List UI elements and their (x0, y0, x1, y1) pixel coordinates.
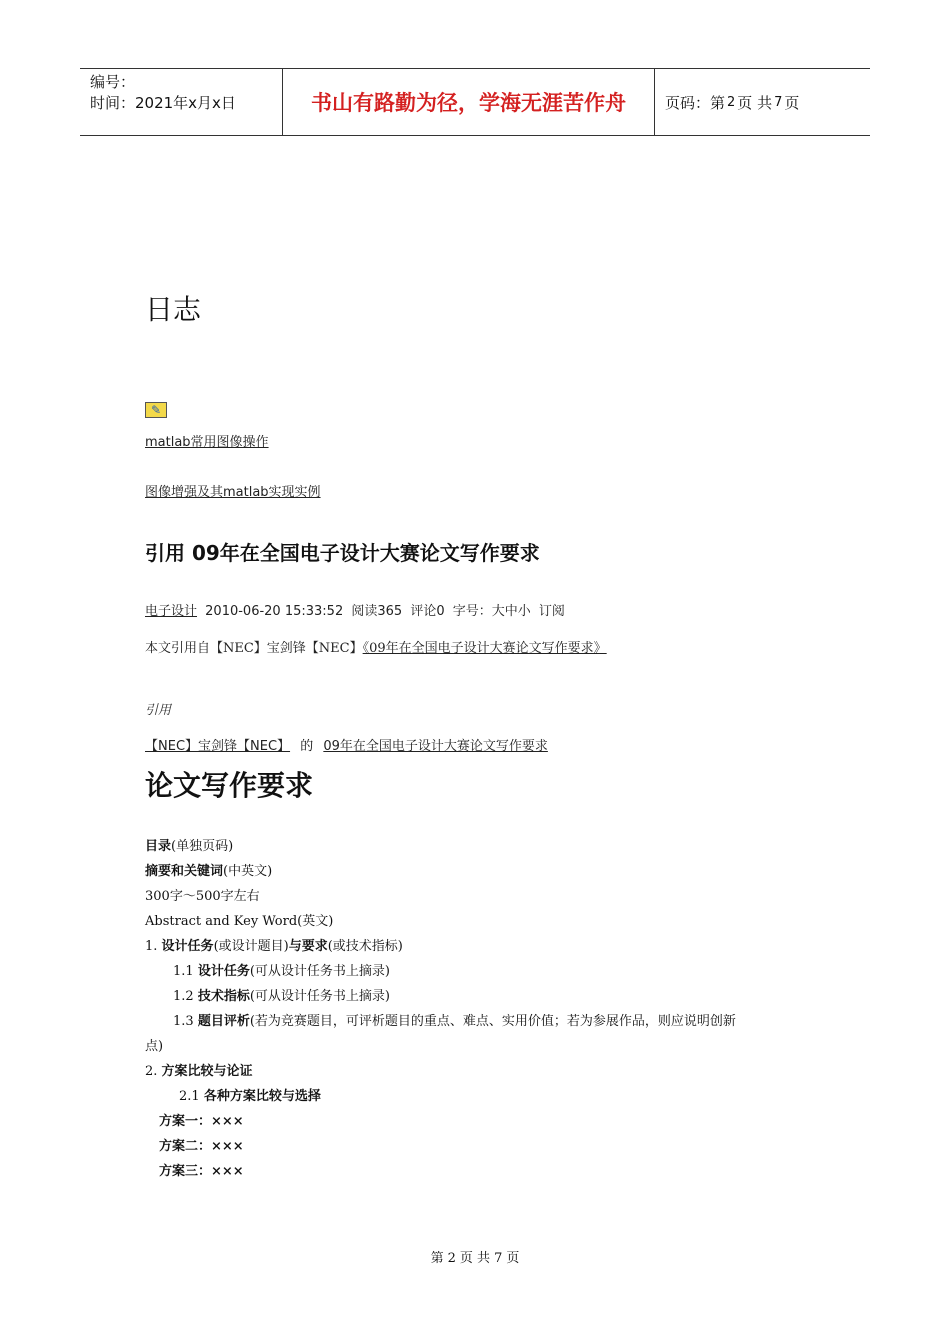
ref-title-link[interactable]: 09年在全国电子设计大赛论文写作要求 (323, 739, 548, 754)
section-title: 日志 (145, 293, 202, 326)
header-motto: 书山有路勤为径，学海无涯苦作舟 (282, 69, 655, 135)
post-title: 引用 09年在全国电子设计大赛论文写作要求 (145, 541, 540, 565)
ref-of: 的 (300, 739, 314, 754)
page-footer (0, 1247, 950, 1266)
header-time-label: 时间：2021年x月x日 (90, 94, 236, 112)
post-meta (145, 600, 569, 619)
outline-prefix: 1.1 (173, 964, 198, 979)
outline-item (145, 934, 815, 959)
outline-prefix: 1.3 (173, 1014, 198, 1029)
outline-bold: 设计任务 (161, 939, 214, 954)
outline-bold: 技术指标 (197, 989, 250, 1004)
outline-item (145, 1109, 815, 1134)
link-matlab-image-ops[interactable]: matlab常用图像操作 (145, 435, 269, 450)
footer-total: 7 (494, 1251, 503, 1266)
main-heading: 论文写作要求 (145, 769, 314, 802)
header-meta (80, 69, 282, 135)
post-subscribe[interactable]: 订阅 (538, 604, 565, 619)
footer-current: 2 (447, 1251, 456, 1266)
post-font-size[interactable]: 字号：大中小 (452, 604, 531, 619)
outline-item (145, 1159, 815, 1184)
outline-text: (单独页码) (171, 839, 234, 854)
outline-bold: 摘要和关键词 (145, 864, 224, 879)
outline-item (145, 1084, 815, 1109)
header-page-prefix: 页码：第 (665, 93, 726, 112)
outline-item (145, 859, 815, 884)
header-page-mid: 页 共 (737, 93, 773, 112)
blog-image-icon: ✎ (145, 402, 167, 418)
outline-prefix: 1.2 (173, 989, 198, 1004)
outline-bold: 方案二：××× (159, 1139, 244, 1154)
link-image-enhance[interactable]: 图像增强及其matlab实现实例 (145, 485, 321, 500)
outline-bold: 方案一：××× (159, 1114, 244, 1129)
ref-author-link[interactable]: 【NEC】宝剑锋【NEC】 (145, 739, 291, 754)
outline-bold: 目录 (145, 839, 172, 854)
outline-list (145, 834, 815, 1184)
outline-item (145, 959, 815, 984)
header-page-info (655, 69, 870, 135)
footer-suffix: 页 (506, 1251, 520, 1266)
post-reads: 阅读365 (351, 604, 403, 619)
header-page-current: 2 (727, 94, 736, 110)
quote-label: 引用 (145, 703, 172, 718)
outline-item (145, 1009, 815, 1059)
post-comments: 评论0 (410, 604, 445, 619)
outline-bold: 题目评析 (197, 1014, 250, 1029)
outline-bold: 各种方案比较与选择 (203, 1089, 321, 1104)
outline-prefix: 2. (145, 1064, 162, 1079)
header-number-label: 编号： (90, 73, 136, 91)
quote-reference (145, 735, 548, 754)
outline-bold: 与要求 (288, 939, 328, 954)
page-header (80, 68, 870, 136)
outline-text: (或设计题目) (213, 939, 289, 954)
outline-text: (或技术指标) (327, 939, 403, 954)
quoted-from-line (145, 637, 607, 656)
outline-text: (若为竞赛题目，可评析题目的重点、难点、实用价值；若为参展作品，则应说明创新 (249, 1014, 736, 1029)
post-datetime: 2010-06-20 15:33:52 (205, 604, 344, 619)
outline-prefix: 1. (145, 939, 162, 954)
quoted-from-prefix: 本文引用自【NEC】宝剑锋【NEC】 (145, 641, 363, 656)
footer-mid: 页 共 (459, 1251, 491, 1266)
outline-text: 300字～500字左右 (145, 889, 260, 904)
outline-item (145, 909, 815, 934)
outline-text: Abstract and Key Word(英文) (145, 914, 334, 929)
header-page-suffix: 页 (784, 93, 800, 112)
outline-item (145, 1059, 815, 1084)
outline-text: (可从设计任务书上摘录) (249, 989, 390, 1004)
outline-bold: 方案比较与论证 (161, 1064, 253, 1079)
outline-text: (可从设计任务书上摘录) (249, 964, 390, 979)
quoted-from-link[interactable]: 《09年在全国电子设计大赛论文写作要求》 (362, 641, 607, 656)
outline-item (145, 834, 815, 859)
post-category-link[interactable]: 电子设计 (145, 604, 198, 619)
outline-prefix: 2.1 (179, 1089, 204, 1104)
outline-item (145, 1134, 815, 1159)
header-page-total: 7 (774, 94, 783, 110)
outline-item (145, 884, 815, 909)
footer-prefix: 第 (430, 1251, 444, 1266)
outline-text-continued: 点) (145, 1039, 164, 1054)
outline-bold: 设计任务 (197, 964, 250, 979)
outline-item (145, 984, 815, 1009)
outline-bold: 方案三：××× (159, 1164, 244, 1179)
outline-text: (中英文) (223, 864, 273, 879)
